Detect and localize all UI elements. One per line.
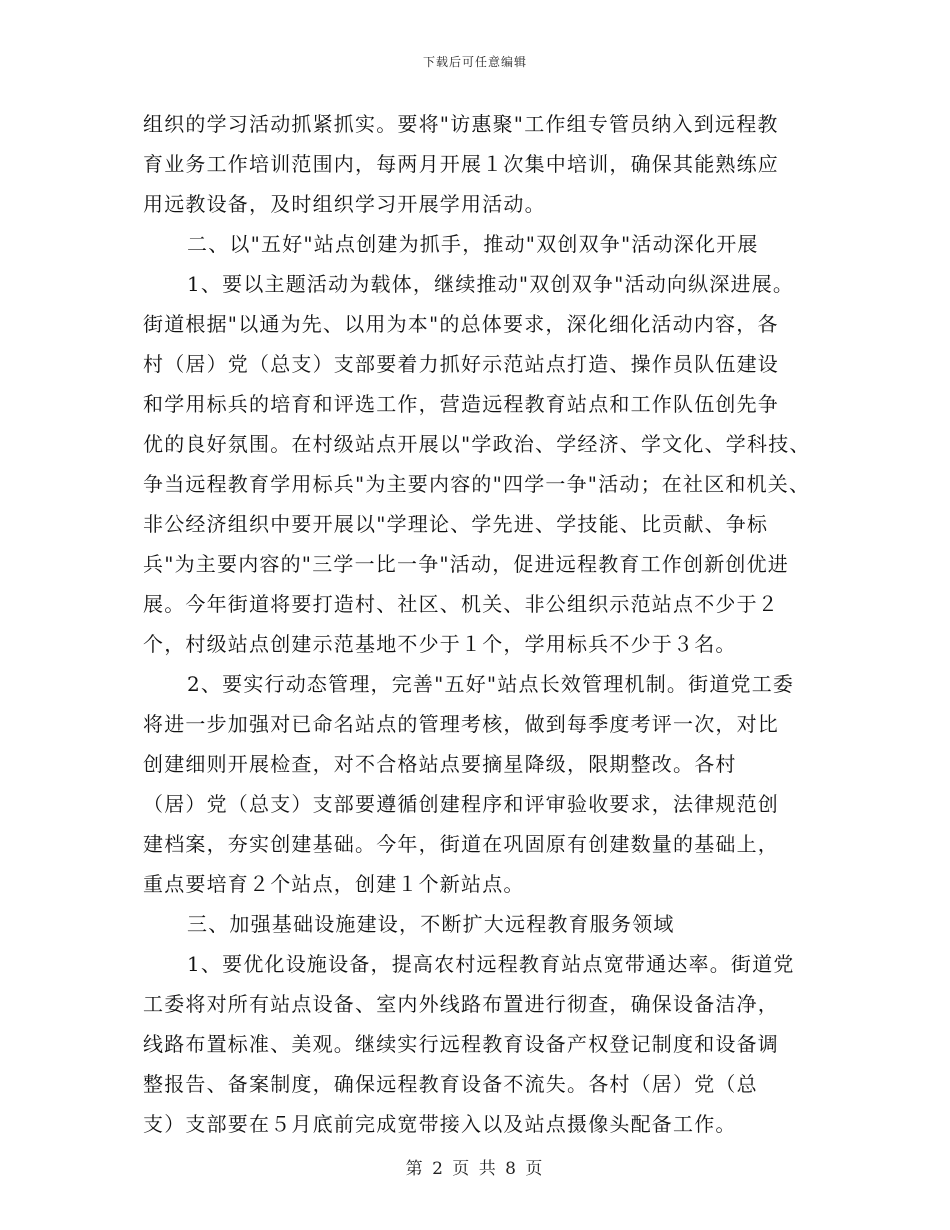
text-line: 2、要实行动态管理，完善"五好"站点长效管理机制。街道党工委 (187, 672, 795, 696)
section-heading: 二、以"五好"站点创建为抓手，推动"双创双争"活动深化开展 (187, 232, 759, 256)
text-line: （居）党（总支）支部要遵循创建程序和评审验收要求，法律规范创 (143, 792, 779, 816)
text-line: 用远教设备，及时组织学习开展学用活动。 (143, 192, 546, 216)
page-footer: 第 2 页 共 8 页 (405, 1159, 545, 1179)
text-line: 重点要培育２个站点，创建１个新站点。 (143, 872, 525, 896)
text-line: 工委将对所有站点设备、室内外线路布置进行彻查，确保设备洁净， (143, 992, 779, 1016)
text-line: 支）支部要在５月底前完成宽带接入以及站点摄像头配备工作。 (143, 1112, 737, 1136)
text-line: 创建细则开展检查，对不合格站点要摘星降级，限期整改。各村 (143, 752, 737, 776)
section-heading: 三、加强基础设施建设，不断扩大远程教育服务领域 (187, 912, 675, 936)
text-line: 将进一步加强对已命名站点的管理考核，做到每季度考评一次，对比 (143, 712, 779, 736)
text-line: 和学用标兵的培育和评选工作，营造远程教育站点和工作队伍创先争 (143, 392, 779, 416)
text-line: 建档案，夯实创建基础。今年，街道在巩固原有创建数量的基础上， (143, 832, 779, 856)
text-line: 组织的学习活动抓紧抓实。要将"访惠聚"工作组专管员纳入到远程教 (143, 112, 779, 136)
document-body (143, 104, 823, 1144)
text-line: 展。今年街道将要打造村、社区、机关、非公组织示范站点不少于２ (143, 592, 779, 616)
text-line: 兵"为主要内容的"三学一比一争"活动，促进远程教育工作创新创优进 (143, 552, 789, 576)
text-line: 争当远程教育学用标兵"为主要内容的"四学一争"活动；在社区和机关、 (143, 472, 811, 496)
text-line: 育业务工作培训范围内，每两月开展１次集中培训，确保其能熟练应 (143, 152, 779, 176)
text-line: 村（居）党（总支）支部要着力抓好示范站点打造、操作员队伍建设 (143, 352, 779, 376)
text-line: 1、要以主题活动为载体，继续推动"双创双争"活动向纵深进展。 (187, 272, 795, 296)
text-line: 街道根据"以通为先、以用为本"的总体要求，深化细化活动内容，各 (143, 312, 779, 336)
text-line: 优的良好氛围。在村级站点开展以"学政治、学经济、学文化、学科技、 (143, 432, 811, 456)
text-line: 个，村级站点创建示范基地不少于１个，学用标兵不少于３名。 (143, 632, 737, 656)
text-line: 1、要优化设施设备，提高农村远程教育站点宽带通达率。街道党 (187, 952, 795, 976)
text-line: 线路布置标准、美观。继续实行远程教育设备产权登记制度和设备调 (143, 1032, 779, 1056)
text-line: 非公经济组织中要开展以"学理论、学先进、学技能、比贡献、争标 (143, 512, 769, 536)
page-header: 下载后可任意编辑 (422, 55, 527, 69)
text-line: 整报告、备案制度，确保远程教育设备不流失。各村（居）党（总 (143, 1072, 758, 1096)
